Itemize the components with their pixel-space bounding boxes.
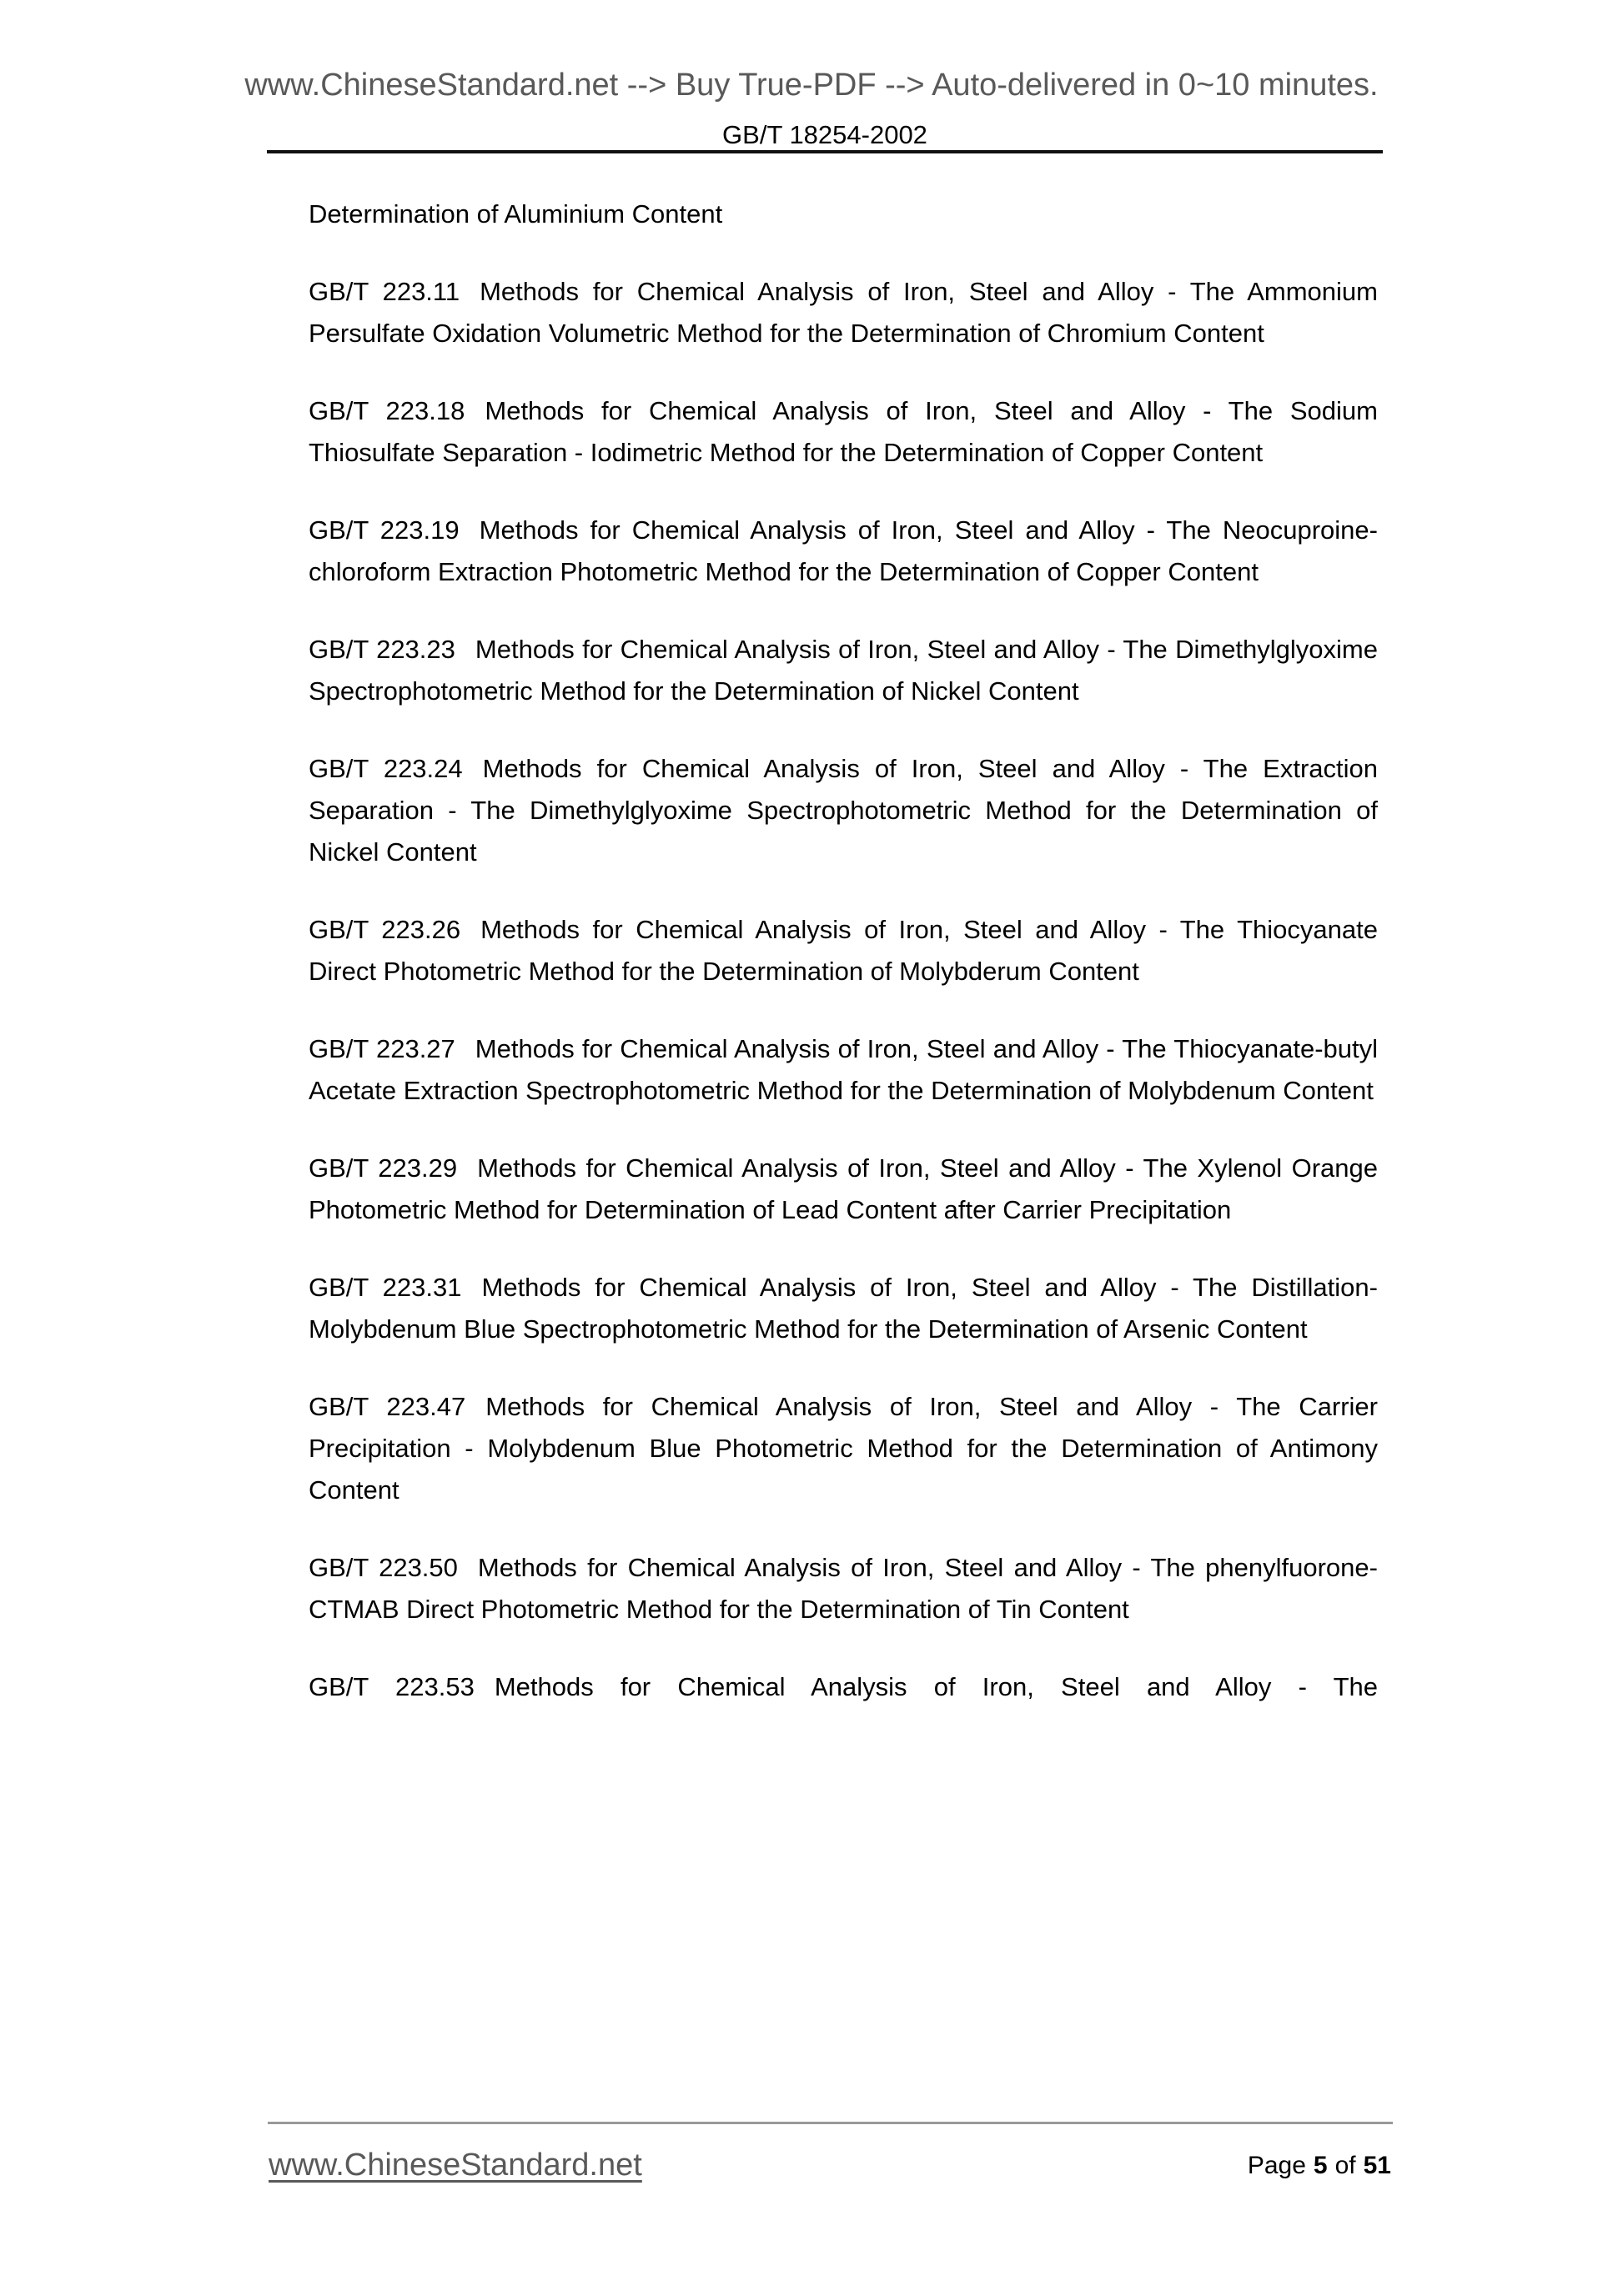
reference-item xyxy=(309,1148,1378,1231)
page-of-label: of xyxy=(1334,2152,1356,2179)
reference-title: Methods for Chemical Analysis of Iron, Steel and Alloy - The Xylenol Orange Photometric Method for Determination of Lead Content after Carrier Precipitation xyxy=(309,1153,1378,1224)
reference-code: GB/T 223.53 xyxy=(309,1672,475,1701)
reference-title: Methods for Chemical Analysis of Iron, Steel and Alloy - The Neocuproine-chloroform Extraction Photometric Method for the Determination of Copper Content xyxy=(309,515,1378,586)
reference-item xyxy=(309,629,1378,712)
reference-title: Methods for Chemical Analysis of Iron, Steel and Alloy - The phenylfuorone-CTMAB Direct Photometric Method for the Determination of Tin Content xyxy=(309,1553,1378,1624)
reference-code: GB/T 223.50 xyxy=(309,1553,458,1582)
reference-item xyxy=(309,390,1378,474)
reference-title: Methods for Chemical Analysis of Iron, Steel and Alloy - The Thiocyanate Direct Photometric Method for the Determination of Molybderum Content xyxy=(309,915,1378,986)
reference-code: GB/T 223.23 xyxy=(309,635,455,664)
page-label: Page xyxy=(1247,2152,1306,2179)
reference-title: Methods for Chemical Analysis of Iron, Steel and Alloy - The Ammonium Persulfate Oxidation Volumetric Method for the Determination of Chromium Content xyxy=(309,277,1378,348)
reference-code: GB/T 223.27 xyxy=(309,1034,455,1063)
reference-code: GB/T 223.19 xyxy=(309,515,460,545)
footer-site-link[interactable]: www.ChineseStandard.net xyxy=(269,2148,642,2183)
footer-rule xyxy=(268,2122,1393,2124)
page-indicator xyxy=(1248,2150,1391,2182)
reference-item xyxy=(309,909,1378,992)
reference-title: Methods for Chemical Analysis of Iron, Steel and Alloy - The Distillation-Molybdenum Blue Spectrophotometric Method for the Determination of Arsenic Content xyxy=(309,1273,1378,1344)
reference-title: Methods for Chemical Analysis of Iron, Steel and Alloy - The xyxy=(494,1672,1378,1701)
reference-item xyxy=(309,1666,1378,1708)
reference-title: Methods for Chemical Analysis of Iron, Steel and Alloy - The Extraction Separation - The Dimethylglyoxime Spectrophotometric Method for the Determination of Nickel Content xyxy=(309,754,1378,867)
reference-code: GB/T 223.47 xyxy=(309,1392,466,1421)
reference-item xyxy=(309,748,1378,873)
reference-code: GB/T 223.24 xyxy=(309,754,463,783)
header-rule xyxy=(267,150,1383,153)
document-body xyxy=(309,193,1378,1708)
reference-item xyxy=(309,1028,1378,1112)
page-current: 5 xyxy=(1313,2152,1328,2179)
reference-code: GB/T 223.26 xyxy=(309,915,461,944)
reference-code: GB/T 223.29 xyxy=(309,1153,458,1183)
reference-title: Methods for Chemical Analysis of Iron, Steel and Alloy - The Thiocyanate-butyl Acetate Extraction Spectrophotometric Method for the Determination of Molybdenum Content xyxy=(309,1034,1378,1105)
reference-title: Methods for Chemical Analysis of Iron, Steel and Alloy - The Dimethylglyoxime Spectrophotometric Method for the Determination of Nickel Content xyxy=(309,635,1378,706)
reference-item xyxy=(309,271,1378,354)
reference-code: GB/T 223.18 xyxy=(309,396,465,425)
intro-fragment: Determination of Aluminium Content xyxy=(309,199,723,229)
reference-item xyxy=(309,510,1378,593)
doc-number: GB/T 18254-2002 xyxy=(722,120,927,149)
reference-code: GB/T 223.31 xyxy=(309,1273,462,1302)
reference-title: Methods for Chemical Analysis of Iron, Steel and Alloy - The Carrier Precipitation - Molybdenum Blue Photometric Method for the Determination of Antimony Content xyxy=(309,1392,1378,1505)
page-total: 51 xyxy=(1363,2152,1391,2179)
reference-title: Methods for Chemical Analysis of Iron, Steel and Alloy - The Sodium Thiosulfate Separation - Iodimetric Method for the Determination of Copper Content xyxy=(309,396,1378,467)
reference-item xyxy=(309,1267,1378,1350)
header-promo-text: www.ChineseStandard.net --> Buy True-PDF --> Auto-delivered in 0~10 minutes. xyxy=(244,68,1379,103)
reference-item xyxy=(309,1547,1378,1630)
reference-code: GB/T 223.11 xyxy=(309,277,460,306)
reference-item xyxy=(309,1386,1378,1511)
